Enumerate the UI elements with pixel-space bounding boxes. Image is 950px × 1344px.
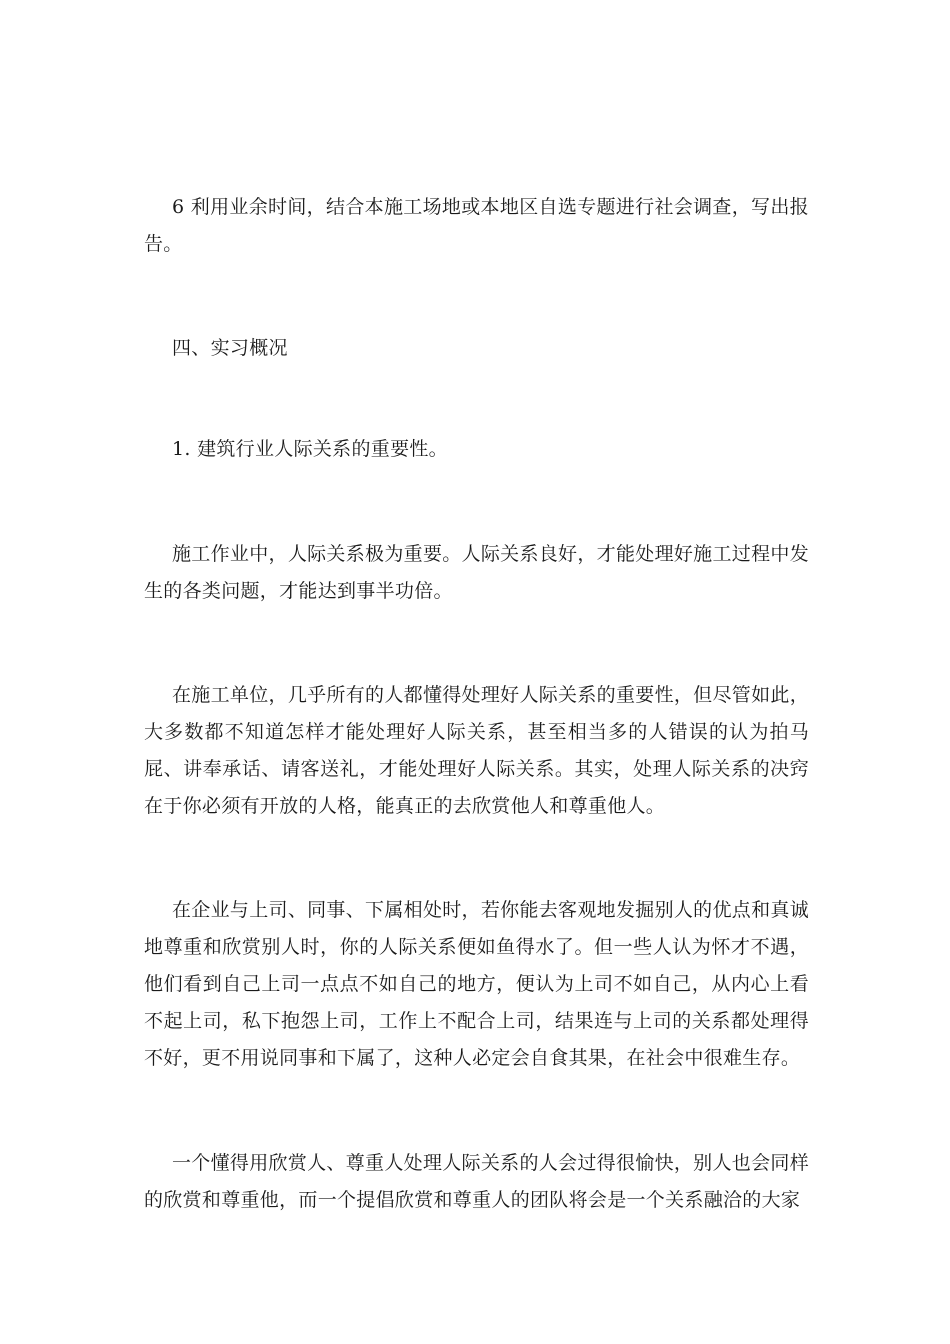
paragraph-enterprise-relations: 在企业与上司、同事、下属相处时，若你能去客观地发掘别人的优点和真诚地尊重和欣赏别人时，你的人际关系便如鱼得水了。但一些人认为怀才不遇，他们看到自己上司一点点不如自己的地方，便认为上司不如自己，从内心上看不起上司，私下抱怨上司，工作上不配合上司，结果连与上司的关系都处理得不好，更不用说同事和下属了，这种人必定会自食其果，在社会中很难生存。 (144, 899, 809, 1069)
paragraph-survey-task: 6 利用业余时间，结合本施工场地或本地区自选专题进行社会调查，写出报告。 (144, 196, 809, 255)
paragraph-construction-relations: 施工作业中，人际关系极为重要。人际关系良好，才能处理好施工过程中发生的各类问题，才能达到事半功倍。 (144, 543, 809, 602)
paragraph-appreciation-respect: 一个懂得用欣赏人、尊重人处理人际关系的人会过得很愉快，别人也会同样的欣赏和尊重他，而一个提倡欣赏和尊重人的团队将会是一个关系融洽的大家 (144, 1152, 809, 1211)
subheading-interpersonal-importance: 1. 建筑行业人际关系的重要性。 (172, 438, 448, 460)
paragraph-construction-unit: 在施工单位，几乎所有的人都懂得处理好人际关系的重要性，但尽管如此，大多数都不知道怎样才能处理好人际关系，甚至相当多的人错误的认为拍马屁、讲奉承话、请客送礼，才能处理好人际关系。其实，处理人际关系的决窍在于你必须有开放的人格，能真正的去欣赏他人和尊重他人。 (144, 684, 809, 817)
section-heading-internship-overview: 四、实习概况 (172, 337, 288, 359)
